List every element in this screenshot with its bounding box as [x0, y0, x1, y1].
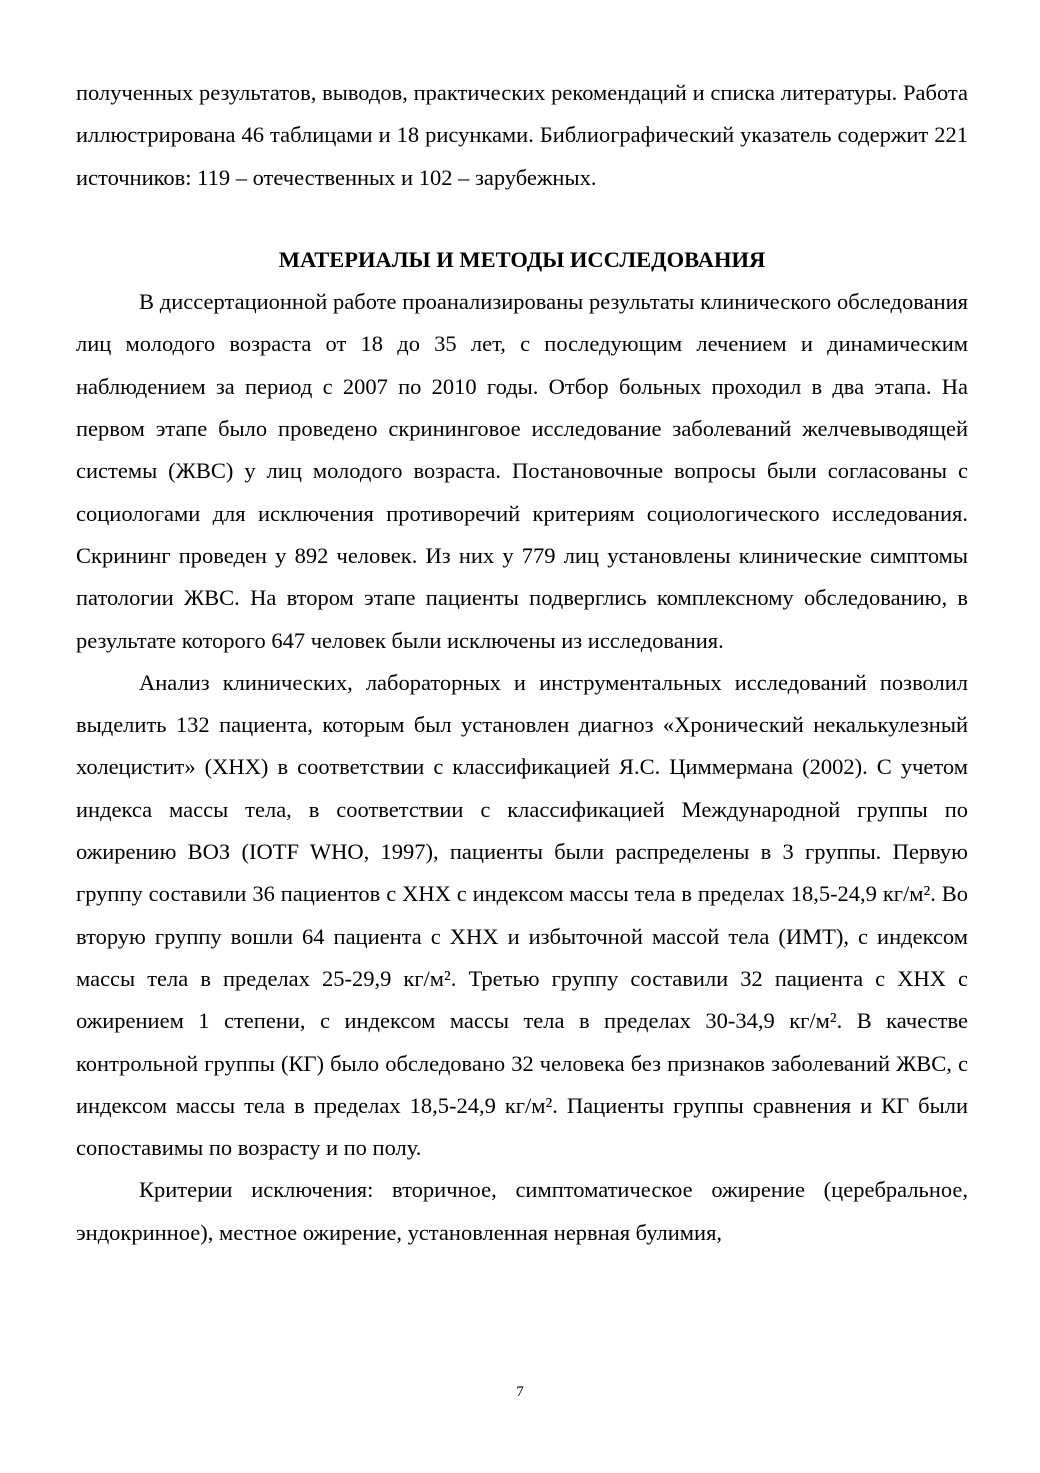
section-heading: МАТЕРИАЛЫ И МЕТОДЫ ИССЛЕДОВАНИЯ — [278, 246, 766, 272]
paragraph-patient-groups: Анализ клинических, лабораторных и инструментальных исследований позволил выделить 132 пациента, которым был установлен диагноз «Хронический некалькулезный холецистит» (ХНХ) в соответствии с классификацией Я.С. Циммермана (2002). С учетом индекса массы тела, в соответствии с классификацией Международной группы по ожирению ВОЗ (IOTF WHO, 1997), пациенты были распределены в 3 группы. Первую группу составили 36 пациентов с ХНХ с индексом массы тела в пределах 18,5-24,9 кг/м². Во вторую группу вошли 64 пациента с ХНХ и избыточной массой тела (ИМТ), с индексом массы тела в пределах 25-29,9 кг/м². Третью группу составили 32 пациента с ХНХ с ожирением 1 степени, с индексом массы тела в пределах 30-34,9 кг/м². В качестве контрольной группы (КГ) было обследовано 32 человека без признаков заболеваний ЖВС, с индексом массы тела в пределах 18,5-24,9 кг/м². Пациенты группы сравнения и КГ были сопоставимы по возрасту и по полу. — [76, 669, 968, 1161]
paragraph-exclusion-criteria: Критерии исключения: вторичное, симптоматическое ожирение (церебральное, эндокринное), местное ожирение, установленная нервная булимия, — [76, 1177, 968, 1245]
paragraph-intro-continuation: полученных результатов, выводов, практических рекомендаций и списка литературы. Работа иллюстрирована 46 таблицами и 18 рисунками. Библиографический указатель содержит 221 источников: 119 – отечественных и 102 – зарубежных. — [76, 80, 968, 190]
paragraph-study-design: В диссертационной работе проанализированы результаты клинического обследования лиц молодого возраста от 18 до 35 лет, с последующим лечением и динамическим наблюдением за период с 2007 по 2010 годы. Отбор больных проходил в два этапа. На первом этапе было проведено скрининговое исследование заболеваний желчевыводящей системы (ЖВС) у лиц молодого возраста. Постановочные вопросы были согласованы с социологами для исключения противоречий критериям социологического исследования. Скрининг проведен у 892 человек. Из них у 779 лиц установлены клинические симптомы патологии ЖВС. На втором этапе пациенты подверглись комплексному обследованию, в результате которого 647 человек были исключены из исследования. — [76, 289, 968, 653]
page-number: 7 — [516, 1384, 524, 1400]
document-page — [76, 72, 968, 1254]
